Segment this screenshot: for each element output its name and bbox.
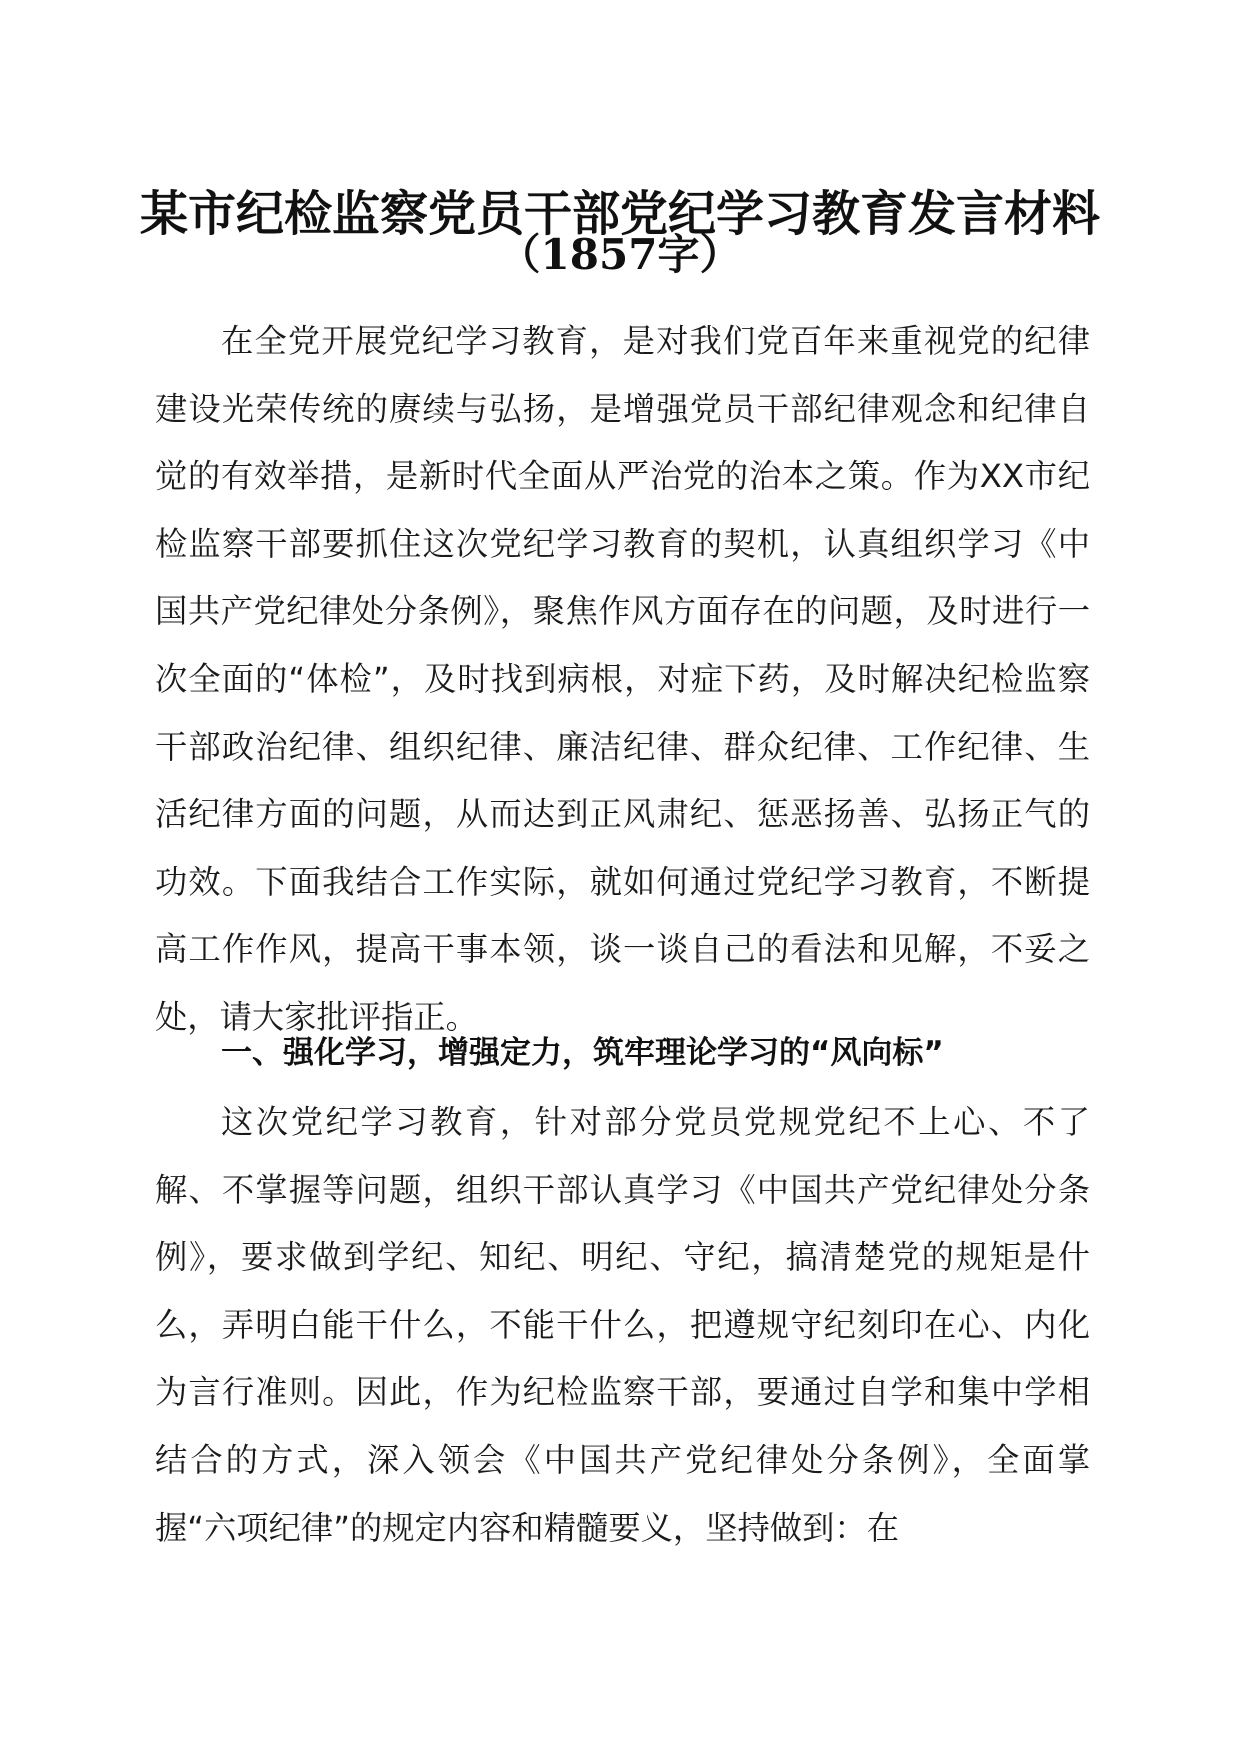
section-heading-1: 一、强化学习，增强定力，筑牢理论学习的“风向标”: [221, 1035, 944, 1071]
paragraph-section-1: 这次党纪学习教育，针对部分党员党规党纪不上心、不了解、不掌握等问题，组织干部认真学习《中国共产党纪律处分条例》，要求做到学纪、知纪、明纪、守纪，搞清楚党的规矩是什么，弄明白能干什么，不能干什么，把遵规守纪刻印在心、内化为言行准则。因此，作为纪检监察干部，要通过自学和集中学相结合的方式，深入领会《中国共产党纪律处分条例》，全面掌握“六项纪律”的规定内容和精髓要义，坚持做到：在: [155, 1103, 1090, 1547]
document-word-count: （1857字）: [498, 230, 742, 279]
paragraph-intro: 在全党开展党纪学习教育，是对我们党百年来重视党的纪律建设光荣传统的赓续与弘扬，是增强党员干部纪律观念和纪律自觉的有效举措，是新时代全面从严治党的治本之策。作为XX市纪检监察干部要抓住这次党纪学习教育的契机，认真组织学习《中国共产党纪律处分条例》，聚焦作风方面存在的问题，及时进行一次全面的“体检”，及时找到病根，对症下药，及时解决纪检监察干部政治纪律、组织纪律、廉洁纪律、群众纪律、工作纪律、生活纪律方面的问题，从而达到正风肃纪、惩恶扬善、弘扬正气的功效。下面我结合工作实际，就如何通过党纪学习教育，不断提高工作作风，提高干事本领，谈一谈自己的看法和见解，不妥之处，请大家批评指正。: [155, 322, 1090, 1036]
document-title: 某市纪检监察党员干部党纪学习教育发言材料: [139, 186, 1100, 242]
